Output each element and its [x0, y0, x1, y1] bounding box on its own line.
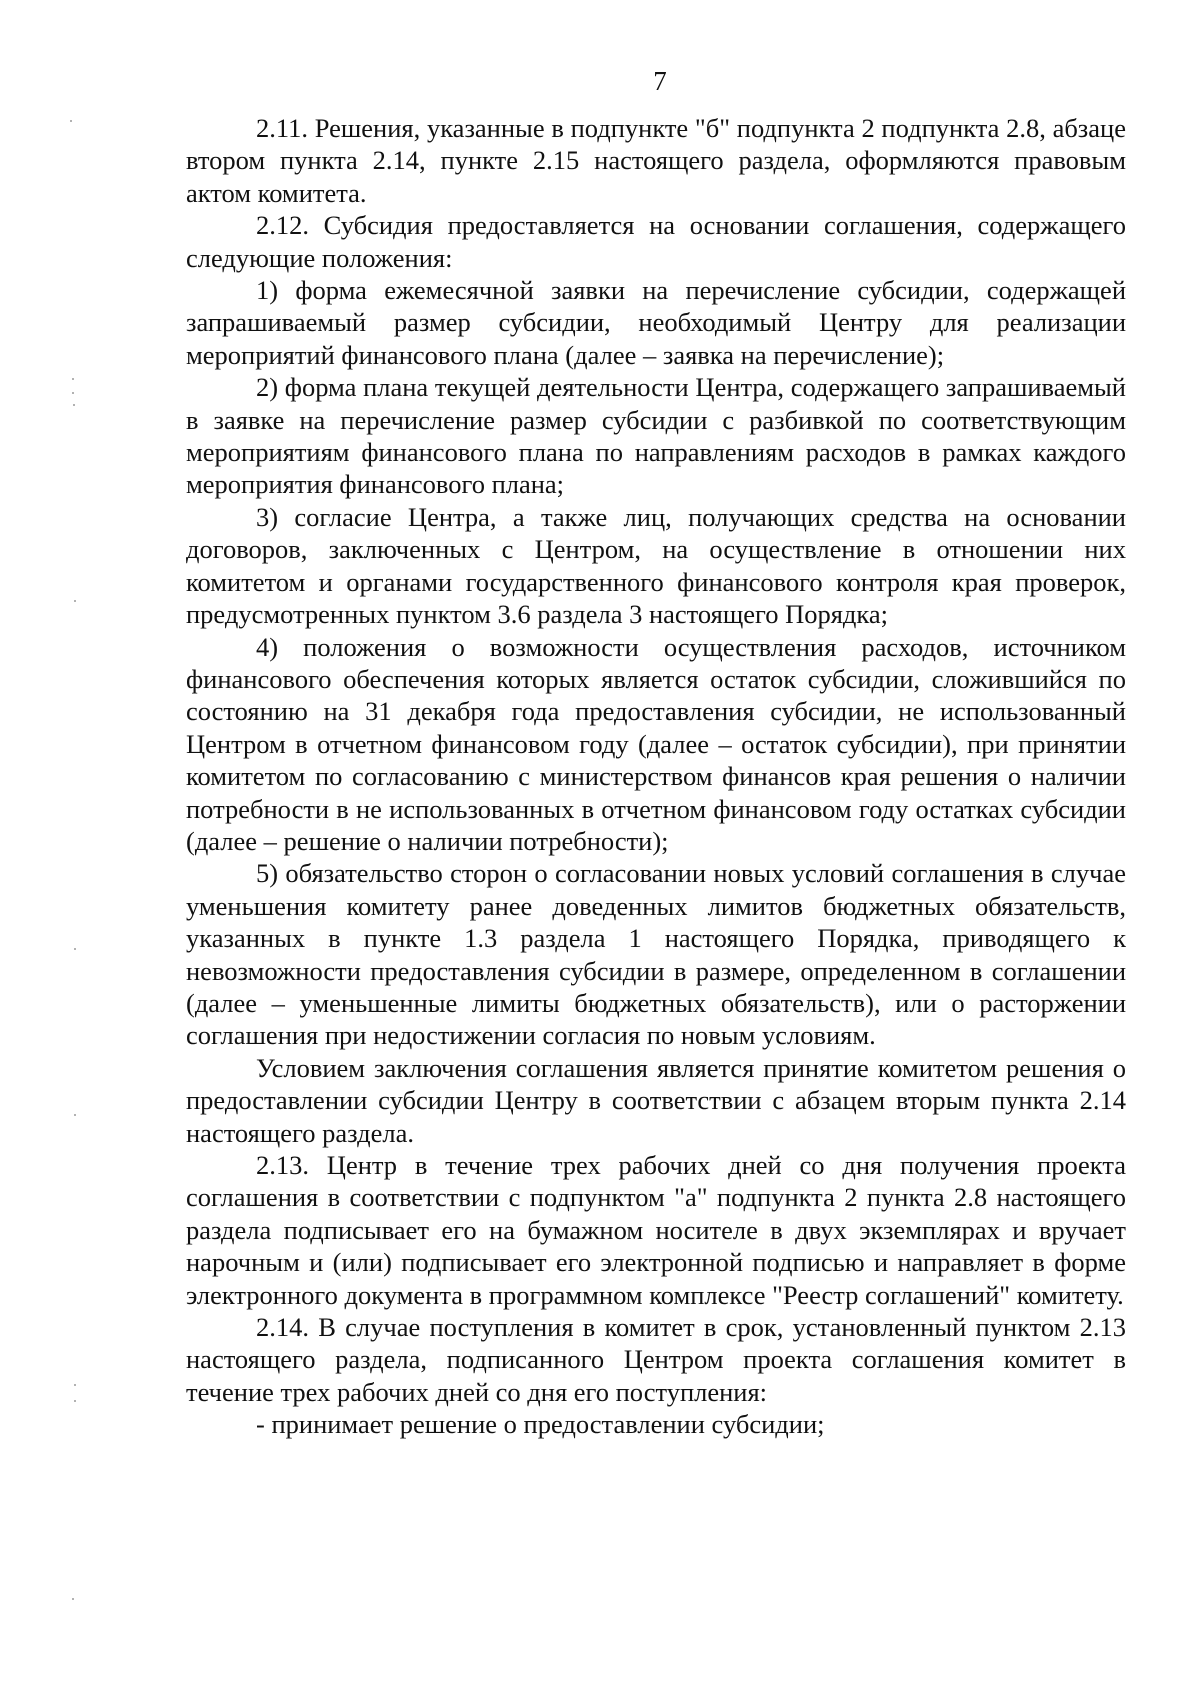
paragraph-2-12-item-1: 1) форма ежемесячной заявки на перечисление субсидии, содержащей запрашиваемый размер субсидии, необходимый Центру для реализации мероприятий финансового плана (далее – заявка на перечисление); [186, 275, 1126, 370]
paragraph-2-12-item-5: 5) обязательство сторон о согласовании новых условий соглашения в случае уменьшения комитету ранее доведенных лимитов бюджетных обязательств, указанных в пункте 1.3 раздела 1 настоящего Порядка, приводящего к невозможности предоставления субсидии в размере, определенном в соглашении (далее – уменьшенные лимиты бюджетных обязательств), или о расторжении соглашения при недостижении согласия по новым условиям. [186, 858, 1126, 1051]
scan-margin-specks [60, 0, 90, 1704]
paragraph-2-14: 2.14. В случае поступления в комитет в срок, установленный пунктом 2.13 настоящего раздела, подписанного Центром проекта соглашения комитет в течение трех рабочих дней со дня его поступления: [186, 1312, 1126, 1407]
scan-speck [70, 120, 72, 122]
scan-speck [74, 1384, 76, 1386]
scan-speck [74, 1400, 76, 1402]
scan-speck [74, 1114, 76, 1116]
paragraph-2-14-bullet: - принимает решение о предоставлении субсидии; [256, 1409, 825, 1440]
paragraph-agreement-condition: Условием заключения соглашения является принятие комитетом решения о предоставлении субсидии Центру в соответствии с абзацем вторым пункта 2.14 настоящего раздела. [186, 1052, 1126, 1148]
paragraph-2-12-item-3: 3) согласие Центра, а также лиц, получающих средства на основании договоров, заключенных с Центром, на осуществление в отношении них комитетом и органами государственного финансового контроля края проверок, предусмотренных пунктом 3.6 раздела 3 настоящего Порядка; [186, 501, 1126, 630]
paragraph-2-12: 2.12. Субсидия предоставляется на основании соглашения, содержащего следующие положения: [186, 210, 1126, 273]
scan-speck [74, 948, 76, 950]
paragraph-2-12-item-4: 4) положения о возможности осуществления расходов, источником финансового обеспечения которых является остаток субсидии, сложившийся по состоянию на 31 декабря года предоставления субсидии, не использованный Центром в отчетном финансовом году (далее – остаток субсидии), при принятии комитетом по согласованию с министерством финансов края решения о наличии потребности в не использованных в отчетном финансовом году остатках субсидии (далее – решение о наличии потребности); [186, 631, 1126, 856]
paragraph-2-11: 2.11. Решения, указанные в подпункте "б" подпункта 2 подпункта 2.8, абзаце втором пункта 2.14, пункте 2.15 настоящего раздела, оформляются правовым актом комитета. [186, 113, 1126, 208]
page-number: 7 [653, 66, 667, 96]
scan-speck [72, 392, 74, 394]
paragraph-2-12-item-2: 2) форма плана текущей деятельности Центра, содержащего запрашиваемый в заявке на перечисление размер субсидии с разбивкой по соответствующим мероприятиям финансового плана по направлениям расходов в рамках каждого мероприятия финансового плана; [186, 372, 1126, 500]
scan-speck [73, 404, 75, 406]
scan-speck [72, 1598, 74, 1600]
document-body [186, 112, 1126, 1441]
paragraph-2-13: 2.13. Центр в течение трех рабочих дней со дня получения проекта соглашения в соответствии с подпунктом "а" подпункта 2 пункта 2.8 настоящего раздела подписывает его на бумажном носителе в двух экземплярах и вручает нарочным и (или) подписывает его электронной подписью и направляет в форме электронного документа в программном комплексе "Реестр соглашений" комитету. [186, 1150, 1126, 1310]
scan-speck [72, 378, 74, 380]
scan-speck [74, 600, 76, 602]
